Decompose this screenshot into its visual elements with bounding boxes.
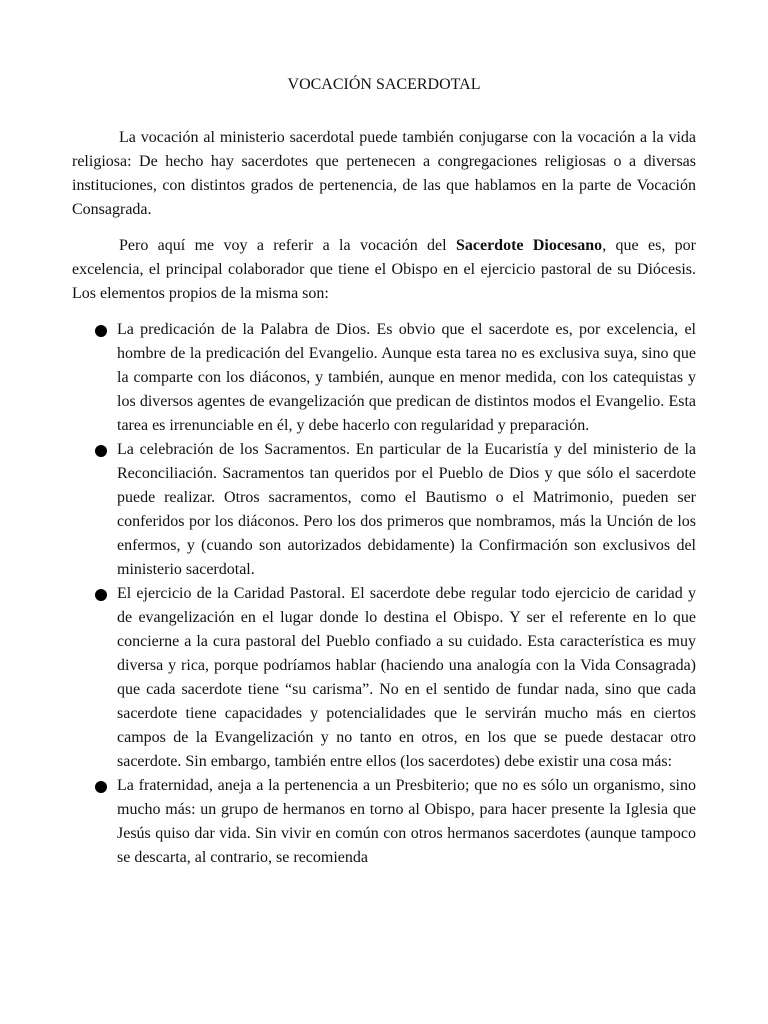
list-item <box>72 318 696 438</box>
list-item <box>72 438 696 582</box>
diocesan-paragraph <box>72 234 696 306</box>
bold-term: Sacerdote Diocesano <box>455 237 603 254</box>
list-item-text: La predicación de la Palabra de Dios. Es obvio que el sacerdote es, por excelencia, el hombre de la predicación del Evangelio. Aunque esta tarea no es exclusiva suya, sino que la comparte con los diáconos, y también, aunque en menor medida, con los catequistas y los diversos agentes de evangelización que predican de distintos modos el Evangelio. Esta tarea es irrenunciable en él, y debe hacerlo con regularidad y preparación. <box>117 321 696 434</box>
bullet-icon <box>95 445 107 457</box>
list-item <box>72 582 696 774</box>
paragraph-text: Pero aquí me voy a referir a la vocación del <box>119 237 456 254</box>
bullet-icon <box>95 781 107 793</box>
page-title: VOCACIÓN SACERDOTAL <box>287 76 481 93</box>
list-item-text: La fraternidad, aneja a la pertenencia a un Presbiterio; que no es sólo un organismo, sino mucho más: un grupo de hermanos en torno al Obispo, para hacer presente la Iglesia que Jesús quiso dar vida. Sin vivir en común con otros hermanos sacerdotes (aunque tampoco se descarta, al contrario, se recomienda <box>117 777 696 866</box>
list-item-text: El ejercicio de la Caridad Pastoral. El sacerdote debe regular todo ejercicio de caridad y de evangelización en el lugar donde lo destina el Obispo. Y ser el referente en lo que concierne a la cura pastoral del Pueblo confiado a su cuidado. Esta característica es muy diversa y rica, porque podríamos hablar (haciendo una analogía con la Vida Consagrada) que cada sacerdote tiene “su carisma”. No en el sentido de fundar nada, sino que cada sacerdote tiene capacidades y potencialidades que le servirán mucho más en ciertos campos de la Evangelización y no tanto en otros, en los que se puede destacar otro sacerdote. Sin embargo, también entre ellos (los sacerdotes) debe existir una cosa más: <box>117 585 696 770</box>
list-item-text: La celebración de los Sacramentos. En particular de la Eucaristía y del ministerio de la Reconciliación. Sacramentos tan queridos por el Pueblo de Dios y que sólo el sacerdote puede realizar. Otros sacramentos, como el Bautismo o el Matrimonio, pueden ser conferidos por los diáconos. Pero los dos primeros que nombramos, más la Unción de los enfermos, y (cuando son autorizados debidamente) la Confirmación son exclusivos del ministerio sacerdotal. <box>117 441 696 578</box>
elements-list <box>72 318 696 870</box>
list-item <box>72 774 696 870</box>
bullet-icon <box>95 325 107 337</box>
intro-paragraph: La vocación al ministerio sacerdotal puede también conjugarse con la vocación a la vida religiosa: De hecho hay sacerdotes que pertenecen a congregaciones religiosas o a diversas instituciones, con distintos grados de pertenencia, de las que hablamos en la parte de Vocación Consagrada. <box>72 129 696 218</box>
bullet-icon <box>95 589 107 601</box>
paragraph-text: , que es, por excelencia, el principal colaborador que tiene el Obispo en el ejercicio pastoral de su Diócesis. Los elementos propios de la misma son: <box>72 237 697 302</box>
